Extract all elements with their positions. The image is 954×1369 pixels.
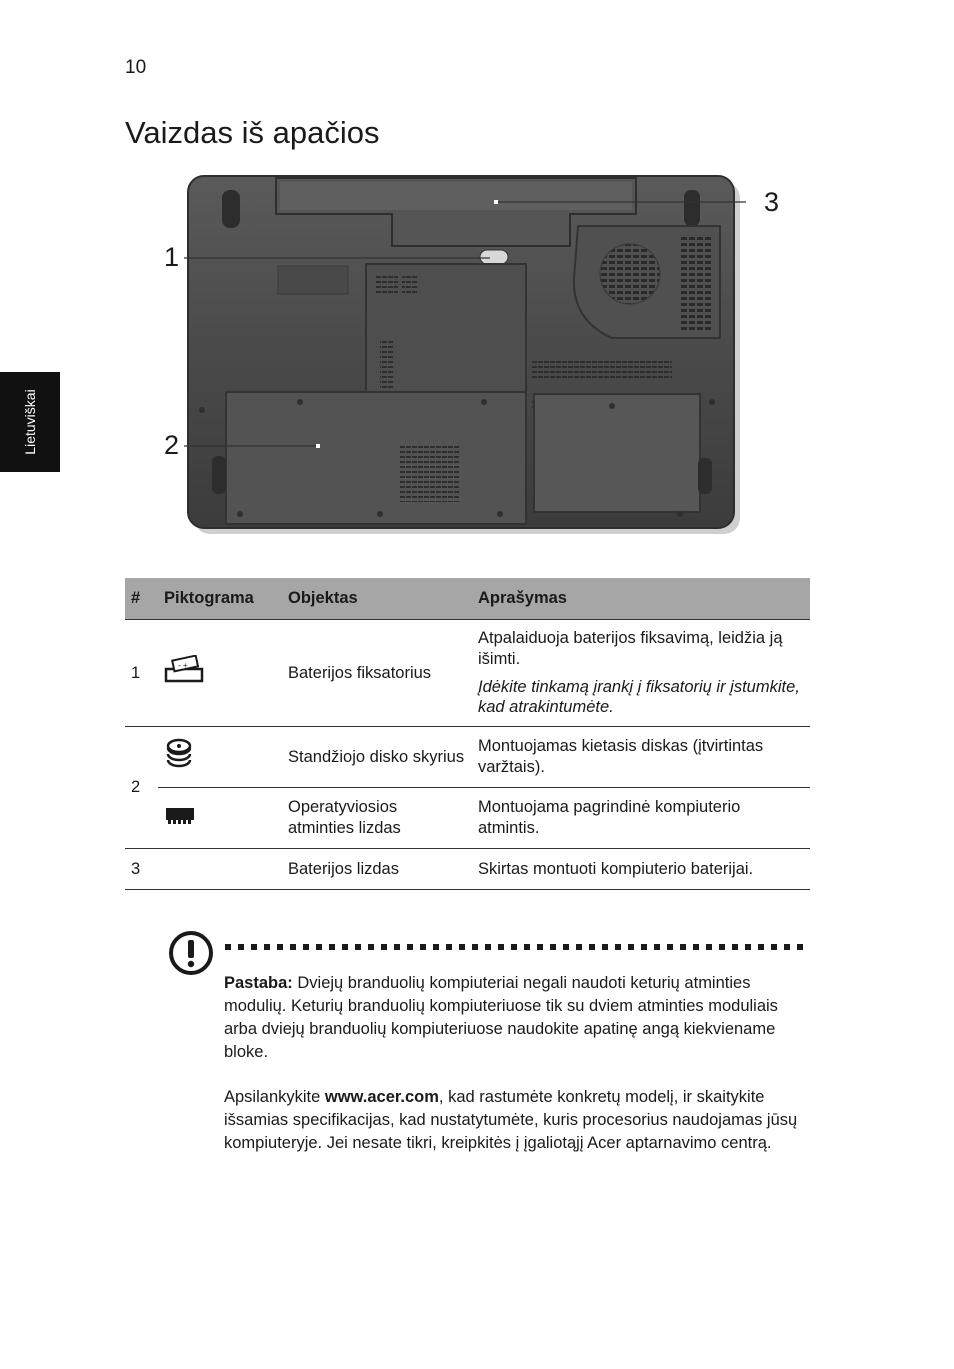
note-divider <box>225 944 810 950</box>
row-item: Operatyviosios atminties lizdas <box>282 788 472 849</box>
exclamation-circle-icon <box>168 930 214 976</box>
note-box <box>224 972 810 1177</box>
table-header-row <box>125 578 810 620</box>
row-icon-cell <box>158 727 282 788</box>
side-tab-label: Lietuviškai <box>22 389 38 455</box>
memory-module-icon <box>164 804 196 826</box>
row-item: Baterijos fiksatorius <box>282 620 472 727</box>
callout-1: 1 <box>164 242 180 272</box>
row-description <box>472 620 810 727</box>
row-description-note: Įdėkite tinkamą įrankį į fiksatorių ir įstumkite, kad atrakintumėte. <box>478 677 800 717</box>
callout-3: 3 <box>764 187 780 217</box>
row-number: 1 <box>125 620 158 727</box>
page-number: 10 <box>125 57 147 78</box>
row-description: Montuojamas kietasis diskas (įtvirtintas varžtais). <box>472 727 810 788</box>
svg-text:- +: - + <box>178 661 188 671</box>
table-row <box>125 849 810 890</box>
note-paragraph-2 <box>224 1086 810 1155</box>
col-header-icon: Piktograma <box>158 578 282 620</box>
row-description-text: Atpalaiduoja baterijos fiksavimą, leidžia ją išimti. <box>478 629 783 668</box>
table-row <box>125 620 810 727</box>
note-text-1: Dviejų branduolių kompiuteriai negali naudoti keturių atminties modulių. Keturių branduolių kompiuteriuose tik su dviem atminties moduliais arba dviejų branduolių kompiuteriuose naudokite apatinę angą kiekviename bloke. <box>224 974 778 1061</box>
note-paragraph-1 <box>224 972 810 1064</box>
laptop-bottom-figure <box>160 170 800 545</box>
hard-disk-icon <box>164 738 194 770</box>
table-row <box>125 788 810 849</box>
row-icon-cell <box>158 788 282 849</box>
col-header-item: Objektas <box>282 578 472 620</box>
parts-table <box>125 578 810 890</box>
note-text-2-pre: Apsilankykite <box>224 1088 325 1106</box>
row-icon-cell <box>158 620 282 727</box>
row-item: Standžiojo disko skyrius <box>282 727 472 788</box>
callout-2: 2 <box>164 430 180 460</box>
note-text-2-post: , kad rastumėte konkretų modelį, ir skaitykite išsamias specifikacijas, kad nustatytumėte, kuris procesorius naudojamas jūsų kompiuteryje. Jei nesate tikri, kreipkitės į įgaliotąjį Acer aptarnavimo centrą. <box>224 1088 798 1152</box>
table-row <box>125 727 810 788</box>
note-label: Pastaba: <box>224 974 293 992</box>
row-item: Baterijos lizdas <box>282 849 472 890</box>
row-icon-cell <box>158 849 282 890</box>
language-side-tab <box>0 372 60 472</box>
row-description: Montuojama pagrindinė kompiuterio atmintis. <box>472 788 810 849</box>
col-header-number: # <box>125 578 158 620</box>
acer-website-link[interactable]: www.acer.com <box>324 1088 439 1106</box>
row-number: 2 <box>125 727 158 849</box>
battery-lock-icon <box>164 655 204 685</box>
laptop-bottom-illustration <box>160 170 800 545</box>
col-header-description: Aprašymas <box>472 578 810 620</box>
row-description: Skirtas montuoti kompiuterio baterijai. <box>472 849 810 890</box>
page-title: Vaizdas iš apačios <box>125 115 380 150</box>
row-number: 3 <box>125 849 158 890</box>
